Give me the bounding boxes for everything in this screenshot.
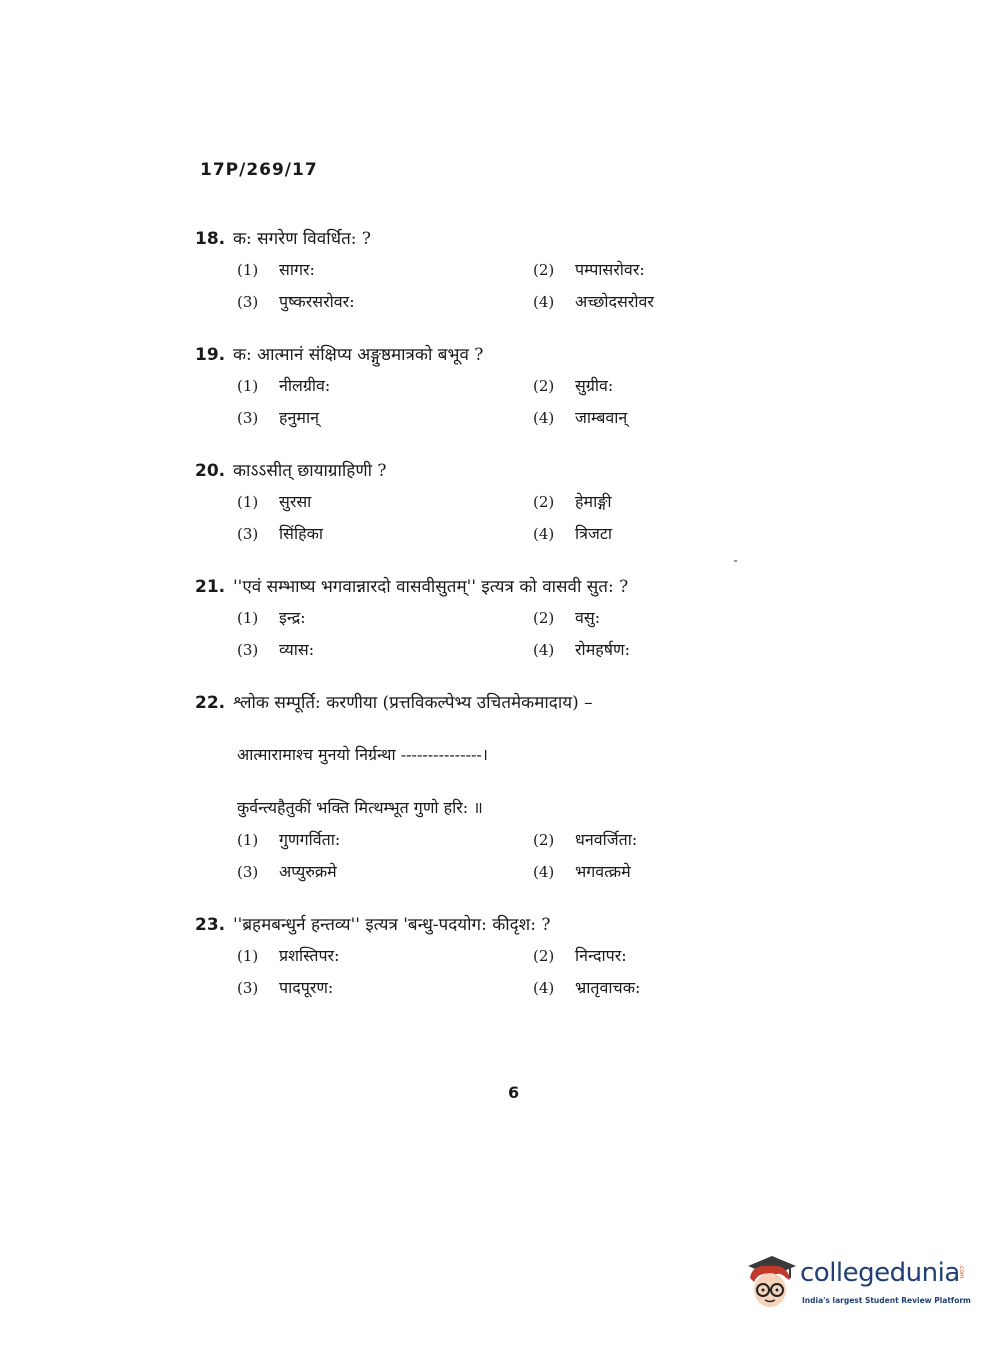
question-20 (195, 458, 715, 546)
question-number: 22. (195, 693, 226, 713)
question-number: 23. (195, 915, 226, 935)
option: (4) भ्रातृवाचक: (533, 978, 641, 997)
option: (4) रोमहर्षण: (533, 640, 630, 659)
mascot-icon (742, 1252, 798, 1318)
question-number: 18. (195, 229, 226, 249)
page-number: 6 (508, 1083, 520, 1102)
question-number: 21. (195, 577, 226, 597)
brand-tagline: India's largest Student Review Platform (802, 1296, 971, 1305)
option: (1) नीलग्रीव: (237, 376, 331, 395)
option: (4) अच्छोदसरोवर (533, 292, 654, 311)
question-number: 19. (195, 345, 226, 365)
question-text: क: आत्मानं संक्षिप्य अङ्गुष्ठमात्रको बभूव ? (233, 345, 484, 365)
question-23 (195, 912, 755, 1000)
verse-line-2: कुर्वन्त्यहैतुकीं भक्ति मित्थम्भूत गुणो हरि: ॥ (237, 798, 483, 817)
option: (4) भगवत्क्रमे (533, 862, 631, 881)
question-number: 20. (195, 461, 226, 481)
question-22-options (237, 828, 737, 884)
verse-line-1: आत्मारामाश्च मुनयो निर्ग्रन्था ---------------। (237, 745, 488, 764)
brand-name: collegedunia (800, 1258, 960, 1288)
scan-speck (734, 560, 737, 562)
option: (2) वसु: (533, 608, 601, 627)
option: (2) पम्पासरोवर: (533, 260, 645, 279)
option: (1) सागर: (237, 260, 315, 279)
collegedunia-watermark (742, 1252, 972, 1318)
option: (3) अप्युरुक्रमे (237, 862, 337, 881)
question-18 (195, 226, 715, 314)
question-19 (195, 342, 715, 430)
option: (2) हेमाङ्गी (533, 492, 612, 511)
question-text: ''एवं सम्भाष्य भगवान्नारदो वासवीसुतम्'' इत्यत्र को वासवी सुत: ? (233, 577, 629, 597)
question-text: क: सगरेण विवर्धित: ? (233, 229, 371, 249)
option: (3) व्यास: (237, 640, 315, 659)
option: (1) गुणगर्विता: (237, 830, 341, 849)
question-21 (195, 574, 755, 662)
option: (1) सुरसा (237, 492, 312, 511)
option: (1) इन्द्र: (237, 608, 306, 627)
brand-suffix: .com (958, 1264, 965, 1279)
option: (2) सुग्रीव: (533, 376, 614, 395)
option: (4) जाम्बवान् (533, 408, 628, 427)
option: (2) निन्दापर: (533, 946, 627, 965)
question-text: काऽऽसीत् छायाग्राहिणी ? (233, 461, 387, 481)
question-22 (195, 690, 755, 714)
option: (4) त्रिजटा (533, 524, 613, 543)
paper-code: 17P/269/17 (200, 160, 318, 180)
option: (3) हनुमान् (237, 408, 319, 427)
option: (3) पुष्करसरोवर: (237, 292, 355, 311)
option: (2) धनवर्जिता: (533, 830, 638, 849)
option: (3) पादपूरण: (237, 978, 334, 997)
option: (1) प्रशस्तिपर: (237, 946, 340, 965)
question-text: ''ब्रहमबन्धुर्न हन्तव्य'' इत्यत्र 'बन्धु-पदयोग: कीदृश: ? (233, 915, 551, 935)
question-text: श्लोक सम्पूर्ति: करणीया (प्रत्तविकल्पेभ्य उचितमेकमादाय) – (233, 693, 593, 713)
option: (3) सिंहिका (237, 524, 324, 543)
